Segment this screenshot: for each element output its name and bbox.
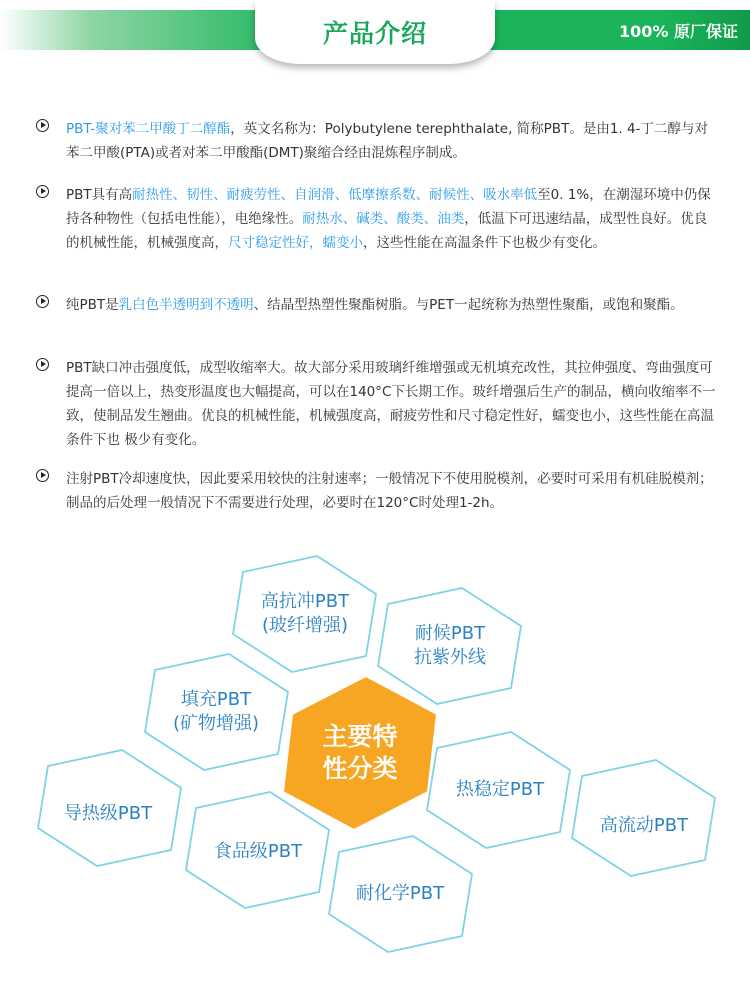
body-text: 纯PBT是 — [66, 297, 119, 313]
paragraph-5 — [36, 467, 716, 515]
hex-food — [214, 840, 302, 864]
play-bullet-icon — [36, 185, 49, 198]
body-text: 至0. 1%，在潮湿环境中仍保持各种物性（包括电性能），电绝缘性。 — [66, 187, 711, 227]
center-label-line2: 性分类 — [322, 754, 398, 783]
hex-thermal-line1: 导热级PBT — [63, 803, 153, 824]
paragraph-1 — [36, 117, 716, 165]
paragraph-text — [66, 356, 716, 452]
hex-weather-line2: 抗紫外线 — [414, 647, 486, 668]
hex-chemical-line1: 耐化学PBT — [355, 883, 445, 904]
hex-thermal — [64, 802, 152, 826]
highlight-text: 尺寸稳定性好，蠕变小 — [228, 235, 363, 251]
page-title: 产品介绍 — [322, 19, 427, 48]
play-bullet-icon — [36, 358, 49, 371]
body-text: ，英文名称为：Polybutylene terephthalate, 简称PBT。是由1. 4-丁二醇与对苯二甲酸(PTA)或者对苯二甲酸酯(DMT)聚缩合经由混炼程序制成。 — [66, 121, 708, 161]
hex-impact-line1: 高抗冲PBT — [260, 591, 350, 612]
body-text: PBT缺口冲击强度低，成型收缩率大。故大部分采用玻璃纤维增强或无机填充改性，其拉伸强度、弯曲强度可提高一倍以上，热变形温度也大幅提高，可以在140°C下长期工作。玻纤增强后生产的制品，横向收缩率不一致，使制品发生翘曲。优良的机械性能，机械强度高，耐疲劳性和尺寸稳定性好，蠕变也小，这些性能在高温条件下也 极少有变化。 — [66, 360, 716, 448]
paragraph-text — [66, 117, 716, 165]
hex-filled-line2: (矿物增强) — [172, 713, 260, 734]
highlight-text: PBT-聚对苯二甲酸丁二醇酯 — [66, 121, 231, 137]
guarantee-text: 100% 原厂保证 — [618, 22, 738, 41]
highlight-text: 耐热水、碱类、酸类、油类 — [302, 211, 465, 227]
paragraph-2 — [36, 183, 716, 255]
hex-highflow — [600, 814, 688, 838]
paragraph-text — [66, 467, 716, 515]
body-text: PBT具有高 — [66, 187, 133, 203]
hex-weather — [414, 622, 486, 670]
hex-weather-line1: 耐候PBT — [414, 623, 486, 644]
hex-impact — [261, 590, 349, 638]
paragraph-3 — [36, 293, 716, 317]
play-bullet-icon — [36, 295, 49, 308]
hex-filled — [173, 688, 259, 736]
body-text: 、结晶型热塑性聚酯树脂。与PET一起统称为热塑性聚酯，或饱和聚酯。 — [253, 297, 684, 313]
center-label — [322, 721, 397, 785]
hex-filled-line1: 填充PBT — [180, 689, 252, 710]
body-text: 注射PBT冷却速度快，因此要采用较快的注射速率；一般情况下不使用脱模剂，必要时可采用有机硅脱模剂；制品的后处理一般情况下不需要进行处理，必要时在120°C时处理1-2h。 — [66, 471, 713, 511]
hex-heatstable — [456, 778, 544, 802]
play-bullet-icon — [36, 119, 49, 132]
hex-heatstable-line1: 热稳定PBT — [455, 779, 545, 800]
feature-hex-diagram — [0, 530, 750, 994]
hex-food-line1: 食品级PBT — [213, 841, 303, 862]
play-bullet-icon — [36, 469, 49, 482]
highlight-text: 耐热性、韧性、耐疲劳性、自润滑、低摩擦系数、耐候性、吸水率低 — [132, 187, 538, 203]
hex-chemical — [356, 882, 444, 906]
hex-highflow-line1: 高流动PBT — [599, 815, 689, 836]
paragraph-text — [66, 293, 716, 317]
header-banner — [0, 0, 750, 80]
paragraph-4 — [36, 356, 716, 452]
hex-impact-line2: (玻纤增强) — [261, 615, 349, 636]
body-text: ，这些性能在高温条件下也极少有变化。 — [363, 235, 606, 251]
body-text: ，低温下可迅速结晶，成型性良好。优良的机械性能，机械强度高， — [66, 211, 708, 251]
paragraph-text — [66, 183, 716, 255]
highlight-text: 乳白色半透明到不透明 — [118, 297, 254, 313]
center-label-line1: 主要特 — [322, 722, 398, 751]
